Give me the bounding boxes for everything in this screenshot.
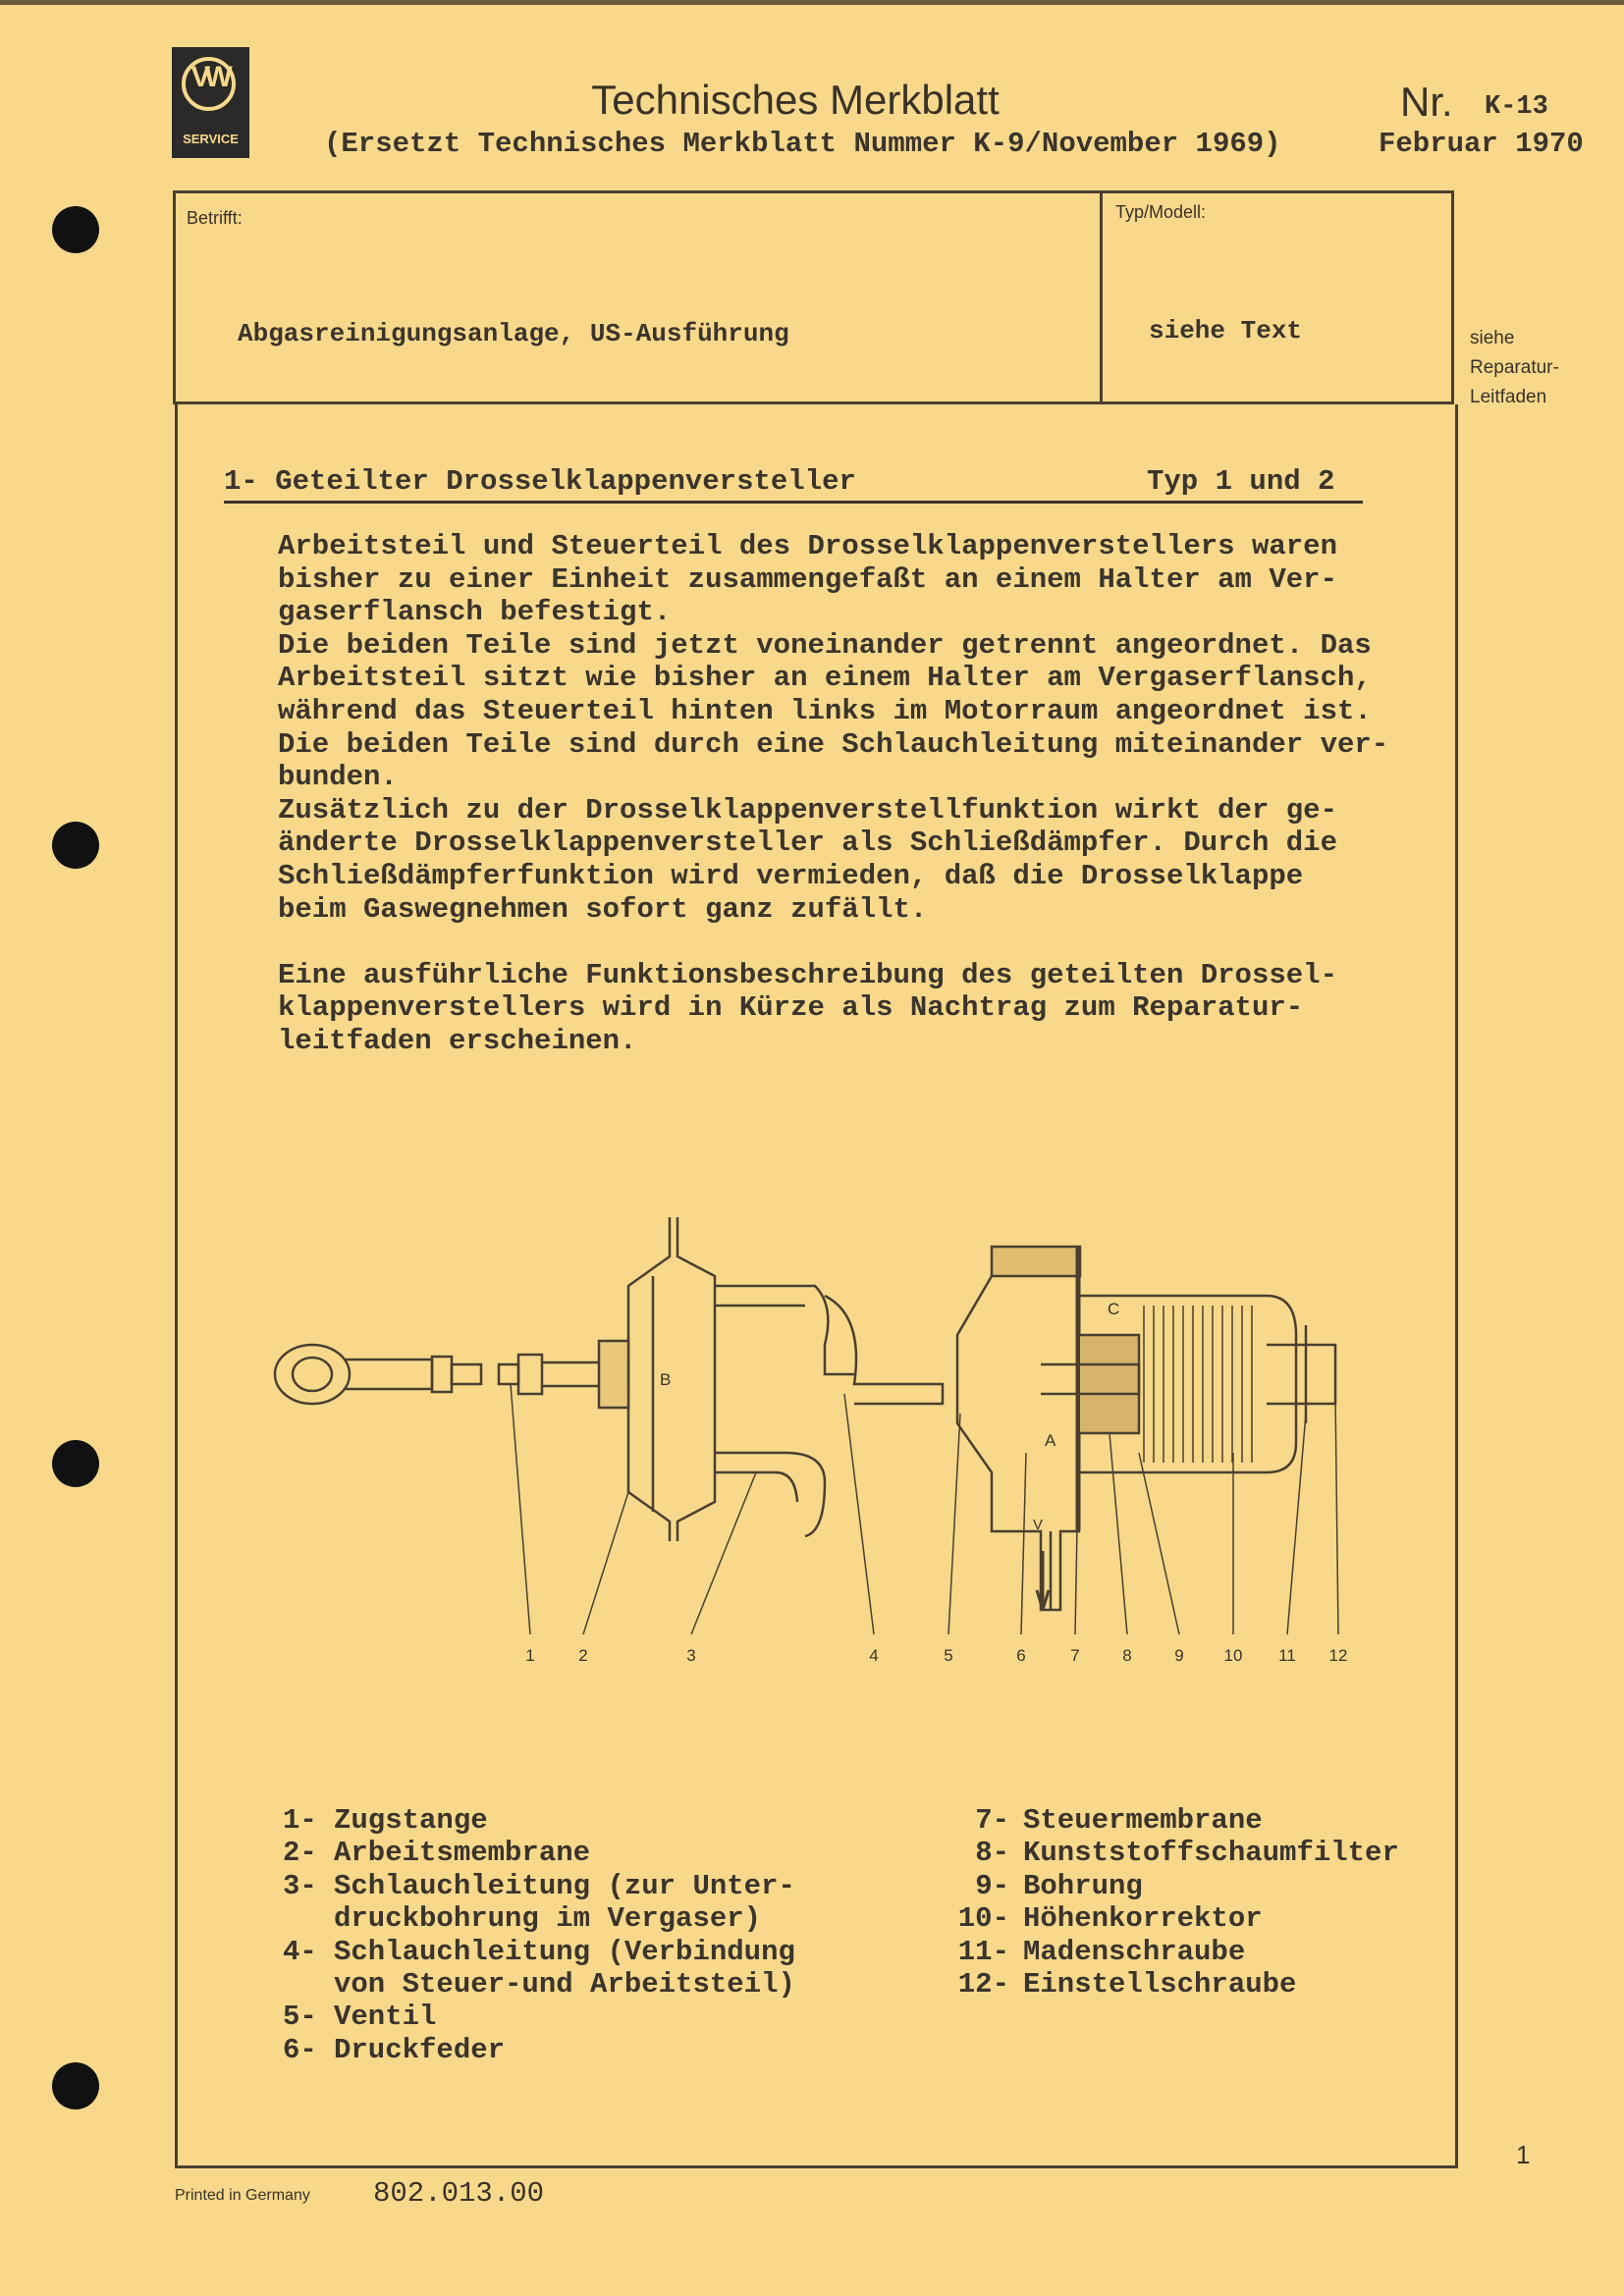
legend-text: von Steuer-und Arbeitsteil) [334,1968,795,2002]
part-number-label: 7 [1070,1646,1080,1665]
legend-number: 9- [975,1869,1009,1902]
legend-item [933,1902,1399,1935]
working-part-drawing [599,1217,943,1541]
label-a: A [1045,1431,1056,1450]
legend-text: Arbeitsmembrane [334,1837,591,1870]
page-number: 1 [1516,2140,1531,2169]
legend-number: 4- [283,1935,317,1968]
legend-number: 10- [957,1902,1009,1936]
legend-number: 1- [283,1804,317,1837]
legend-left [283,1804,795,2066]
legend-item [933,1936,1399,1968]
label-b: B [660,1370,672,1389]
paragraph-line: bunden. [278,761,398,794]
paragraph-line: leitfaden erscheinen. [278,1024,637,1057]
legend-text: Schlauchleitung (Verbindung [334,1935,795,1968]
betrifft-label: Betrifft: [187,208,243,228]
legend-item [283,1902,795,1935]
number-value: K-13 [1485,92,1548,122]
paragraph-line: klappenverstellers wird in Kürze als Nachtrag zum Reparatur- [278,991,1304,1025]
legend-text: Bohrung [1023,1869,1143,1902]
legend-item [283,2001,795,2033]
legend-number: 2- [283,1837,317,1870]
legend-item [933,1968,1399,2001]
legend-number: 8- [975,1837,1009,1870]
side-note-line: siehe [1470,328,1515,348]
document-title: Technisches Merkblatt [591,77,1000,123]
printed-in: Printed in Germany [175,2187,310,2204]
legend-number: 5- [283,2001,317,2034]
part-number-label: 12 [1328,1646,1348,1665]
legend-text: Madenschraube [1023,1935,1246,1968]
pull-rod-drawing [275,1345,628,1404]
paragraph-line: beim Gaswegnehmen sofort ganz zufällt. [278,892,928,926]
typ-label: Typ/Modell: [1115,202,1207,222]
typ-value: siehe Text [1149,316,1303,346]
part-number-label: 2 [578,1646,588,1665]
number-label: Nr. [1400,79,1453,125]
label-c: C [1108,1300,1120,1318]
document-date: Februar 1970 [1379,128,1584,160]
betrifft-value: Abgasreinigungsanlage, US-Ausführung [238,319,789,348]
part-number-label: 10 [1223,1646,1243,1665]
document-number: 802.013.00 [373,2177,545,2210]
legend-item [283,1968,795,2001]
part-number-label: 9 [1174,1646,1184,1665]
legend-item [283,1936,795,1968]
legend-number: 12- [957,1968,1009,2002]
legend-number: 11- [957,1935,1009,1968]
legend-item [933,1870,1399,1902]
paragraph-line: Die beiden Teile sind durch eine Schlauchleitung miteinander ver- [278,727,1389,761]
control-part-drawing [957,1247,1335,1610]
legend-text: Kunststoffschaumfilter [1023,1837,1399,1870]
part-number-label: 6 [1016,1646,1026,1665]
legend-item [933,1837,1399,1869]
legend-number: 7- [975,1804,1009,1837]
legend-item [283,2034,795,2066]
section-heading-type: Typ 1 und 2 [1147,465,1335,498]
legend-item [283,1837,795,1869]
legend-number: 3- [283,1869,317,1902]
legend-text: Höhenkorrektor [1023,1902,1263,1936]
legend-text: druckbohrung im Vergaser) [334,1902,762,1936]
part-number-label: 3 [686,1646,696,1665]
legend-text: Steuermembrane [1023,1804,1263,1837]
paragraph-line: während das Steuerteil hinten links im Motorraum angeordnet ist. [278,694,1372,727]
paragraph-line: bisher zu einer Einheit zusammengefaßt an einem Halter am Ver- [278,562,1337,596]
legend-number: 6- [283,2033,317,2066]
paragraph-line: Eine ausführliche Funktionsbeschreibung des geteilten Drossel- [278,958,1337,991]
vw-service-logo: VW SERVICE [172,47,249,158]
legend-text: Ventil [334,2001,437,2034]
side-note-line: Reparatur- [1470,357,1559,378]
part-number-label: 11 [1278,1646,1296,1665]
legend-text: Einstellschraube [1023,1968,1297,2002]
paragraph-line: änderte Drosselklappenversteller als Schließdämpfer. Durch die [278,827,1337,860]
paragraph-line: gaserflansch befestigt. [278,596,672,629]
part-number-label: 4 [869,1646,879,1665]
label-v: V [1033,1517,1044,1533]
leader-lines [511,1384,1338,1634]
paragraph-line: Arbeitsteil sitzt wie bisher an einem Halter am Vergaserflansch, [278,662,1372,695]
paragraph-line: Arbeitsteil und Steuerteil des Drosselklappenverstellers waren [278,530,1337,562]
legend-item [283,1804,795,1837]
part-number-label: 8 [1122,1646,1132,1665]
legend-text: Zugstange [334,1804,488,1837]
legend-text: Druckfeder [334,2033,506,2066]
legend-right [933,1804,1399,2001]
legend-item [283,1870,795,1902]
paragraph-line: Schließdämpferfunktion wird vermieden, daß die Drosselklappe [278,859,1304,892]
paragraph-line: Die beiden Teile sind jetzt voneinander getrennt angeordnet. Das [278,628,1372,662]
paragraph-line: Zusätzlich zu der Drosselklappenverstellfunktion wirkt der ge- [278,793,1337,827]
legend-item [933,1804,1399,1837]
section-heading-text: 1- Geteilter Drosselklappenversteller [224,465,856,498]
legend-text: Schlauchleitung (zur Unter- [334,1869,795,1902]
part-number-label: 1 [525,1646,535,1665]
side-note-line: Leitfaden [1470,387,1547,407]
part-number-label: 5 [944,1646,953,1665]
document-subtitle: (Ersetzt Technisches Merkblatt Nummer K-9/November 1969) [324,128,1281,160]
